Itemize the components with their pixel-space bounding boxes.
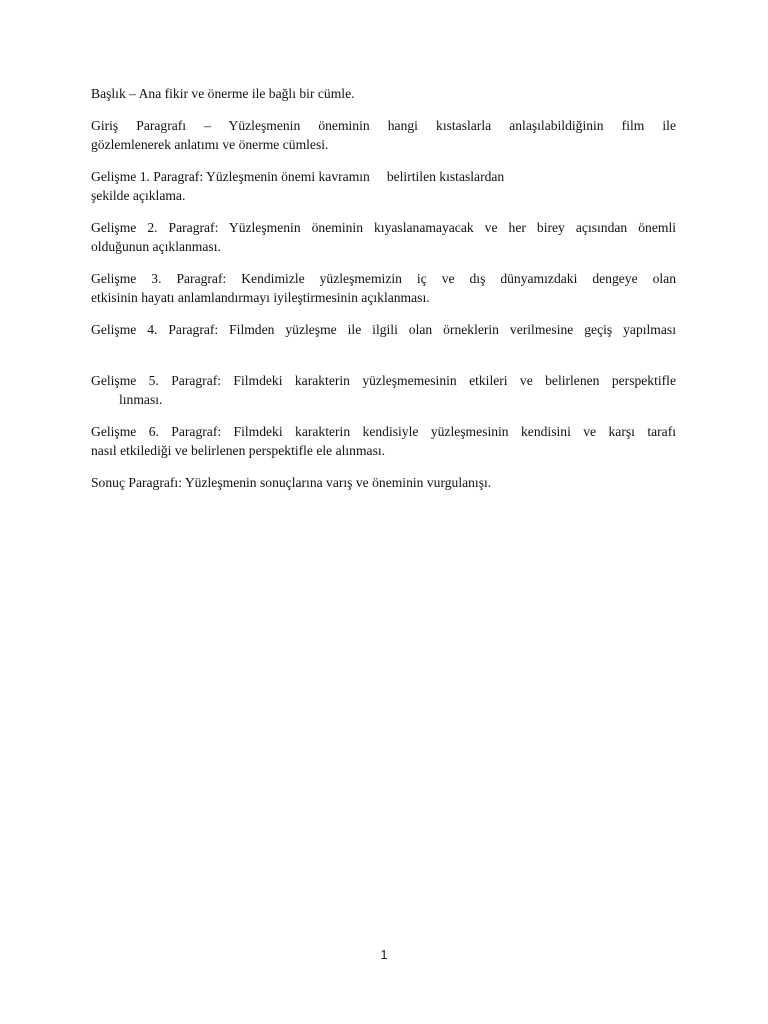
document-body [91,84,676,492]
paragraph-line: Sonuç Paragrafı: Yüzleşmenin sonuçlarına varış ve öneminin vurgulanışı. [91,475,492,490]
paragraph-line: olduğunun açıklanması. [91,239,221,254]
title-paragraph [91,84,676,103]
paragraph-line: Gelişme 4. Paragraf: Filmden yüzleşme ile ilgili olan örneklerin verilmesine geçiş yapılması [91,322,676,337]
conclusion-paragraph [91,473,676,492]
paragraph-line: nasıl etkilediği ve belirlenen perspektifle ele alınması. [91,443,386,458]
paragraph-line: Gelişme 5. Paragraf: Filmdeki karakterin yüzleşmemesinin etkileri ve belirlenen perspektifle [91,373,676,388]
body-paragraph-4 [91,320,676,339]
body-paragraph-5 [91,371,676,409]
paragraph-line: Gelişme 6. Paragraf: Filmdeki karakterin kendisiyle yüzleşmesinin kendisini ve karşı tarafı [91,424,676,439]
body-paragraph-3 [91,269,676,307]
body-paragraph-2 [91,218,676,256]
paragraph-line: Gelişme 3. Paragraf: Kendimizle yüzleşmemizin iç ve dış dünyamızdaki dengeye olan [91,271,676,286]
body-paragraph-1 [91,167,676,205]
paragraph-line: etkisinin hayatı anlamlandırmayı iyileştirmesinin açıklanması. [91,290,430,305]
paragraph-line: Gelişme 1. Paragraf: Yüzleşmenin önemi kavramın belirtilen kıstaslardan [91,169,505,184]
paragraph-line: lınması. [119,392,163,407]
intro-paragraph [91,116,676,154]
paragraph-line: Başlık – Ana fikir ve önerme ile bağlı bir cümle. [91,86,355,101]
body-paragraph-6 [91,422,676,460]
paragraph-line: şekilde açıklama. [91,188,186,203]
page-number: 1 [380,947,388,962]
paragraph-line: Gelişme 2. Paragraf: Yüzleşmenin öneminin kıyaslanamayacak ve her birey açısından önemli [91,220,676,235]
paragraph-line: gözlemlenerek anlatımı ve önerme cümlesi. [91,137,329,152]
paragraph-line: Giriş Paragrafı – Yüzleşmenin öneminin hangi kıstaslarla anlaşılabildiğinin film ile [91,118,676,133]
